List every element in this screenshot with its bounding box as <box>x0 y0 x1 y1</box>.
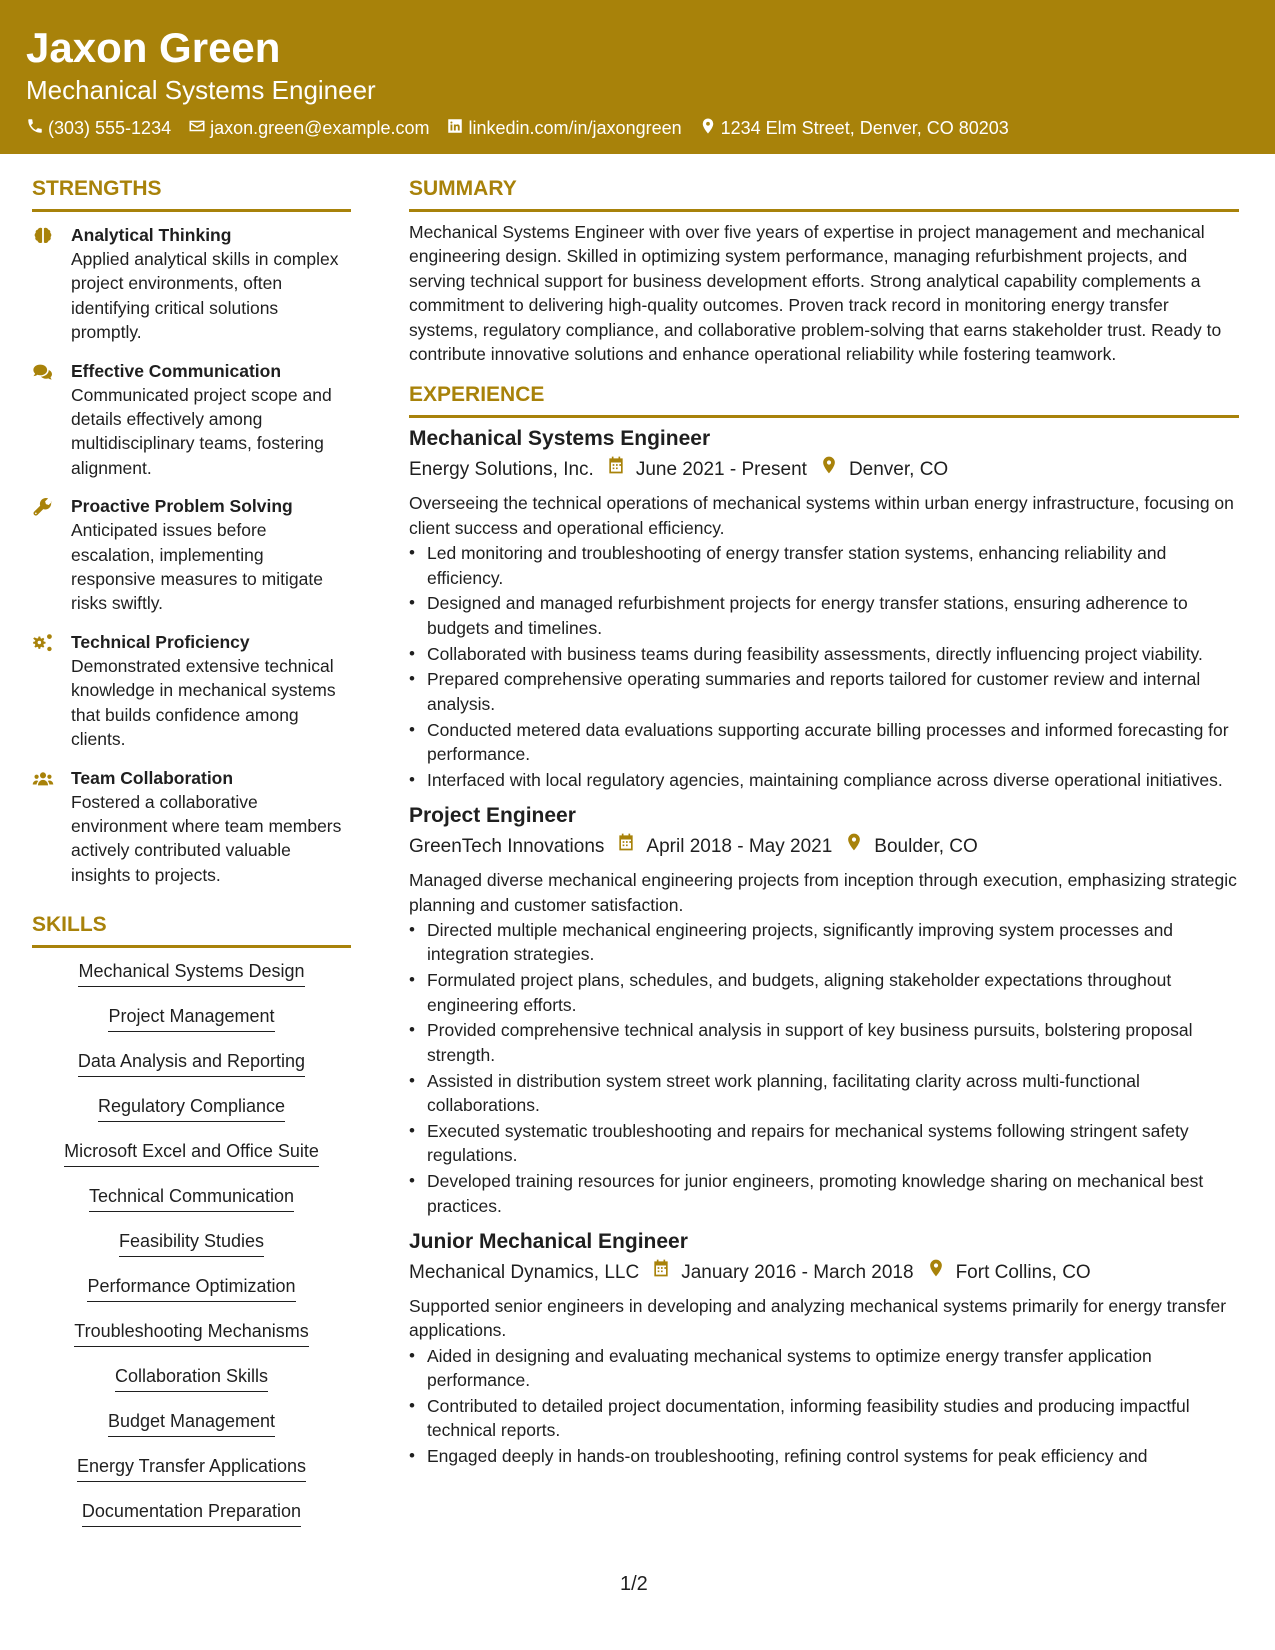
skill-label: Troubleshooting Mechanisms <box>74 1319 308 1347</box>
job-company: Mechanical Dynamics, LLC <box>409 1261 640 1283</box>
contact-address <box>699 117 1009 140</box>
skill-label: Regulatory Compliance <box>98 1094 285 1122</box>
contact-linkedin-text[interactable]: linkedin.com/in/jaxongreen <box>468 117 682 138</box>
contact-bar <box>26 116 1026 140</box>
job-entry <box>409 802 1239 1218</box>
strength-item <box>32 766 351 888</box>
list-item: • Assisted in distribution system street work planning, facilitating clarity across multi-functional collaborations. <box>409 1069 1239 1118</box>
skill-item <box>32 1499 351 1544</box>
page-number: 1/2 <box>620 1573 648 1595</box>
job-bullets <box>409 541 1239 792</box>
right-column <box>409 176 1239 1470</box>
skill-item <box>32 1229 351 1274</box>
list-item: • Prepared comprehensive operating summaries and reports tailored for customer review and internal analysis. <box>409 667 1239 716</box>
job-company: GreenTech Innovations <box>409 836 605 858</box>
strength-name: Technical Proficiency <box>71 631 250 652</box>
summary-section <box>409 176 1239 366</box>
list-item: • Formulated project plans, schedules, and budgets, aligning stakeholder expectations throughout engineering efforts. <box>409 968 1239 1017</box>
list-item: • Executed systematic troubleshooting and repairs for mechanical systems following stringent safety regulations. <box>409 1119 1239 1168</box>
strengths-heading: STRENGTHS <box>32 177 162 200</box>
strength-item <box>32 630 351 752</box>
strength-desc: Applied analytical skills in complex project environments, often identifying critical solutions promptly. <box>71 249 339 343</box>
list-item: • Developed training resources for junior engineers, promoting knowledge sharing on mechanical best practices. <box>409 1169 1239 1218</box>
cogs-icon <box>32 632 54 654</box>
summary-text: Mechanical Systems Engineer with over five years of expertise in project management and mechanical engineering design. Skilled in optimizing system performance, managing refurbishment projects, and serving technical support for business development efforts. Strong analytical capability complements a commitment to delivering high-quality outcomes. Proven track record in monitoring energy transfer systems, regulatory compliance, and collaborative problem-solving that earns stakeholder trust. Ready to contribute innovative solutions and enhance operational reliability while fostering teamwork. <box>409 222 1222 365</box>
contact-address-text: 1234 Elm Street, Denver, CO 80203 <box>720 117 1009 138</box>
job-entry <box>409 425 1239 792</box>
wrench-icon <box>32 496 54 518</box>
list-item: • Designed and managed refurbishment projects for energy transfer stations, ensuring adherence to budgets and timelines. <box>409 591 1239 640</box>
strength-name: Team Collaboration <box>71 767 234 788</box>
list-item: • Contributed to detailed project documentation, informing feasibility studies and producing impactful technical reports. <box>409 1394 1239 1443</box>
list-item: • Conducted metered data evaluations supporting accurate billing processes and informed forecasting for performance. <box>409 718 1239 767</box>
list-item: • Engaged deeply in hands-on troubleshooting, refining control systems for peak efficiency and <box>409 1444 1239 1468</box>
job-meta <box>409 1258 1239 1288</box>
skill-item <box>32 1139 351 1184</box>
skills-divider <box>32 945 351 948</box>
contact-email-text[interactable]: jaxon.green@example.com <box>210 117 430 138</box>
brain-icon <box>32 225 54 247</box>
job-description: Managed diverse mechanical engineering projects from inception through execution, emphasizing strategic planning and customer satisfaction. <box>409 870 1237 915</box>
strength-name: Effective Communication <box>71 360 282 381</box>
skills-list <box>32 959 351 1544</box>
experience-heading: EXPERIENCE <box>409 383 545 407</box>
job-location: Fort Collins, CO <box>955 1261 1091 1283</box>
skill-label: Mechanical Systems Design <box>78 959 304 987</box>
skill-item <box>32 1409 351 1454</box>
skill-item <box>32 959 351 1004</box>
list-item: • Aided in designing and evaluating mechanical systems to optimize energy transfer application performance. <box>409 1344 1239 1393</box>
skill-label: Documentation Preparation <box>82 1499 301 1527</box>
candidate-name: Jaxon Green <box>26 24 281 71</box>
experience-divider <box>409 415 1239 418</box>
strength-desc: Fostered a collaborative environment where team members actively contributed valuable insights to projects. <box>71 791 342 885</box>
skill-item <box>32 1274 351 1319</box>
strength-desc: Anticipated issues before escalation, implementing responsive measures to mitigate risks swiftly. <box>71 520 323 614</box>
job-description: Overseeing the technical operations of mechanical systems within urban energy infrastructure, focusing on client success and operational efficiency. <box>409 493 1234 538</box>
calendar-icon <box>616 832 646 862</box>
contact-phone-text: (303) 555-1234 <box>48 117 172 138</box>
skill-label: Data Analysis and Reporting <box>78 1049 305 1077</box>
phone-icon <box>26 117 48 140</box>
skill-item <box>32 1364 351 1409</box>
resume-header <box>0 0 1275 154</box>
list-item: • Collaborated with business teams during feasibility assessments, directly influencing project viability. <box>409 642 1239 666</box>
job-bullets <box>409 918 1239 1218</box>
comments-icon <box>32 361 54 383</box>
left-column <box>32 176 351 1544</box>
skills-heading: SKILLS <box>32 913 107 937</box>
skill-item <box>32 1049 351 1094</box>
skill-label: Technical Communication <box>89 1184 294 1212</box>
job-role: Project Engineer <box>409 804 576 828</box>
candidate-title: Mechanical Systems Engineer <box>26 75 376 105</box>
skill-item <box>32 1184 351 1229</box>
skill-label: Energy Transfer Applications <box>77 1454 306 1482</box>
summary-divider <box>409 209 1239 212</box>
list-item: • Led monitoring and troubleshooting of energy transfer station systems, enhancing reliability and efficiency. <box>409 541 1239 590</box>
job-dates: April 2018 - May 2021 <box>646 836 833 858</box>
contact-phone <box>26 117 171 140</box>
skill-item <box>32 1319 351 1364</box>
strength-item <box>32 223 351 345</box>
job-location: Denver, CO <box>848 459 949 481</box>
summary-heading: SUMMARY <box>409 177 517 200</box>
strength-item <box>32 494 351 616</box>
strength-desc: Communicated project scope and details effectively among multidisciplinary teams, fostering alignment. <box>71 384 332 478</box>
skill-label: Feasibility Studies <box>119 1229 264 1257</box>
job-dates: June 2021 - Present <box>635 459 807 481</box>
calendar-icon <box>606 455 636 485</box>
strength-name: Proactive Problem Solving <box>71 496 293 517</box>
job-description: Supported senior engineers in developing and analyzing mechanical systems primarily for energy transfer applications. <box>409 1295 1227 1341</box>
job-dates: January 2016 - March 2018 <box>681 1261 914 1283</box>
strengths-section <box>32 176 351 887</box>
strength-item <box>32 359 351 481</box>
calendar-icon <box>651 1258 681 1288</box>
linkedin-icon <box>446 117 468 140</box>
job-role: Junior Mechanical Engineer <box>409 1229 688 1253</box>
skill-item <box>32 1004 351 1049</box>
job-meta <box>409 455 1239 485</box>
skill-label: Project Management <box>108 1004 274 1032</box>
list-item: • Provided comprehensive technical analysis in support of key business pursuits, bolstering proposal strength. <box>409 1018 1239 1067</box>
strengths-divider <box>32 209 351 212</box>
map-marker-icon <box>844 832 874 862</box>
job-company: Energy Solutions, Inc. <box>409 459 594 481</box>
skill-label: Microsoft Excel and Office Suite <box>64 1139 319 1167</box>
job-role: Mechanical Systems Engineer <box>409 427 711 451</box>
map-marker-icon <box>926 1258 956 1288</box>
map-marker-icon <box>819 455 849 485</box>
skill-label: Budget Management <box>108 1409 275 1437</box>
skill-item <box>32 1454 351 1499</box>
experience-section <box>409 382 1239 1468</box>
job-meta <box>409 832 1239 862</box>
job-bullets <box>409 1344 1239 1469</box>
strength-desc: Demonstrated extensive technical knowledge in mechanical systems that builds confidence among clients. <box>71 655 336 750</box>
skill-label: Collaboration Skills <box>115 1364 268 1392</box>
envelope-icon <box>188 117 210 140</box>
skill-label: Performance Optimization <box>87 1274 295 1302</box>
list-item: • Directed multiple mechanical engineering projects, significantly improving system processes and integration strategies. <box>409 918 1239 967</box>
list-item: • Interfaced with local regulatory agencies, maintaining compliance across diverse operational initiatives. <box>409 768 1239 792</box>
job-location: Boulder, CO <box>874 836 978 858</box>
skill-item <box>32 1094 351 1139</box>
strength-name: Analytical Thinking <box>71 225 232 245</box>
users-icon <box>32 768 54 790</box>
map-marker-icon <box>699 117 721 140</box>
job-entry <box>409 1228 1239 1469</box>
contact-email[interactable] <box>188 117 429 140</box>
skills-section <box>32 912 351 1544</box>
contact-linkedin[interactable] <box>446 117 681 140</box>
